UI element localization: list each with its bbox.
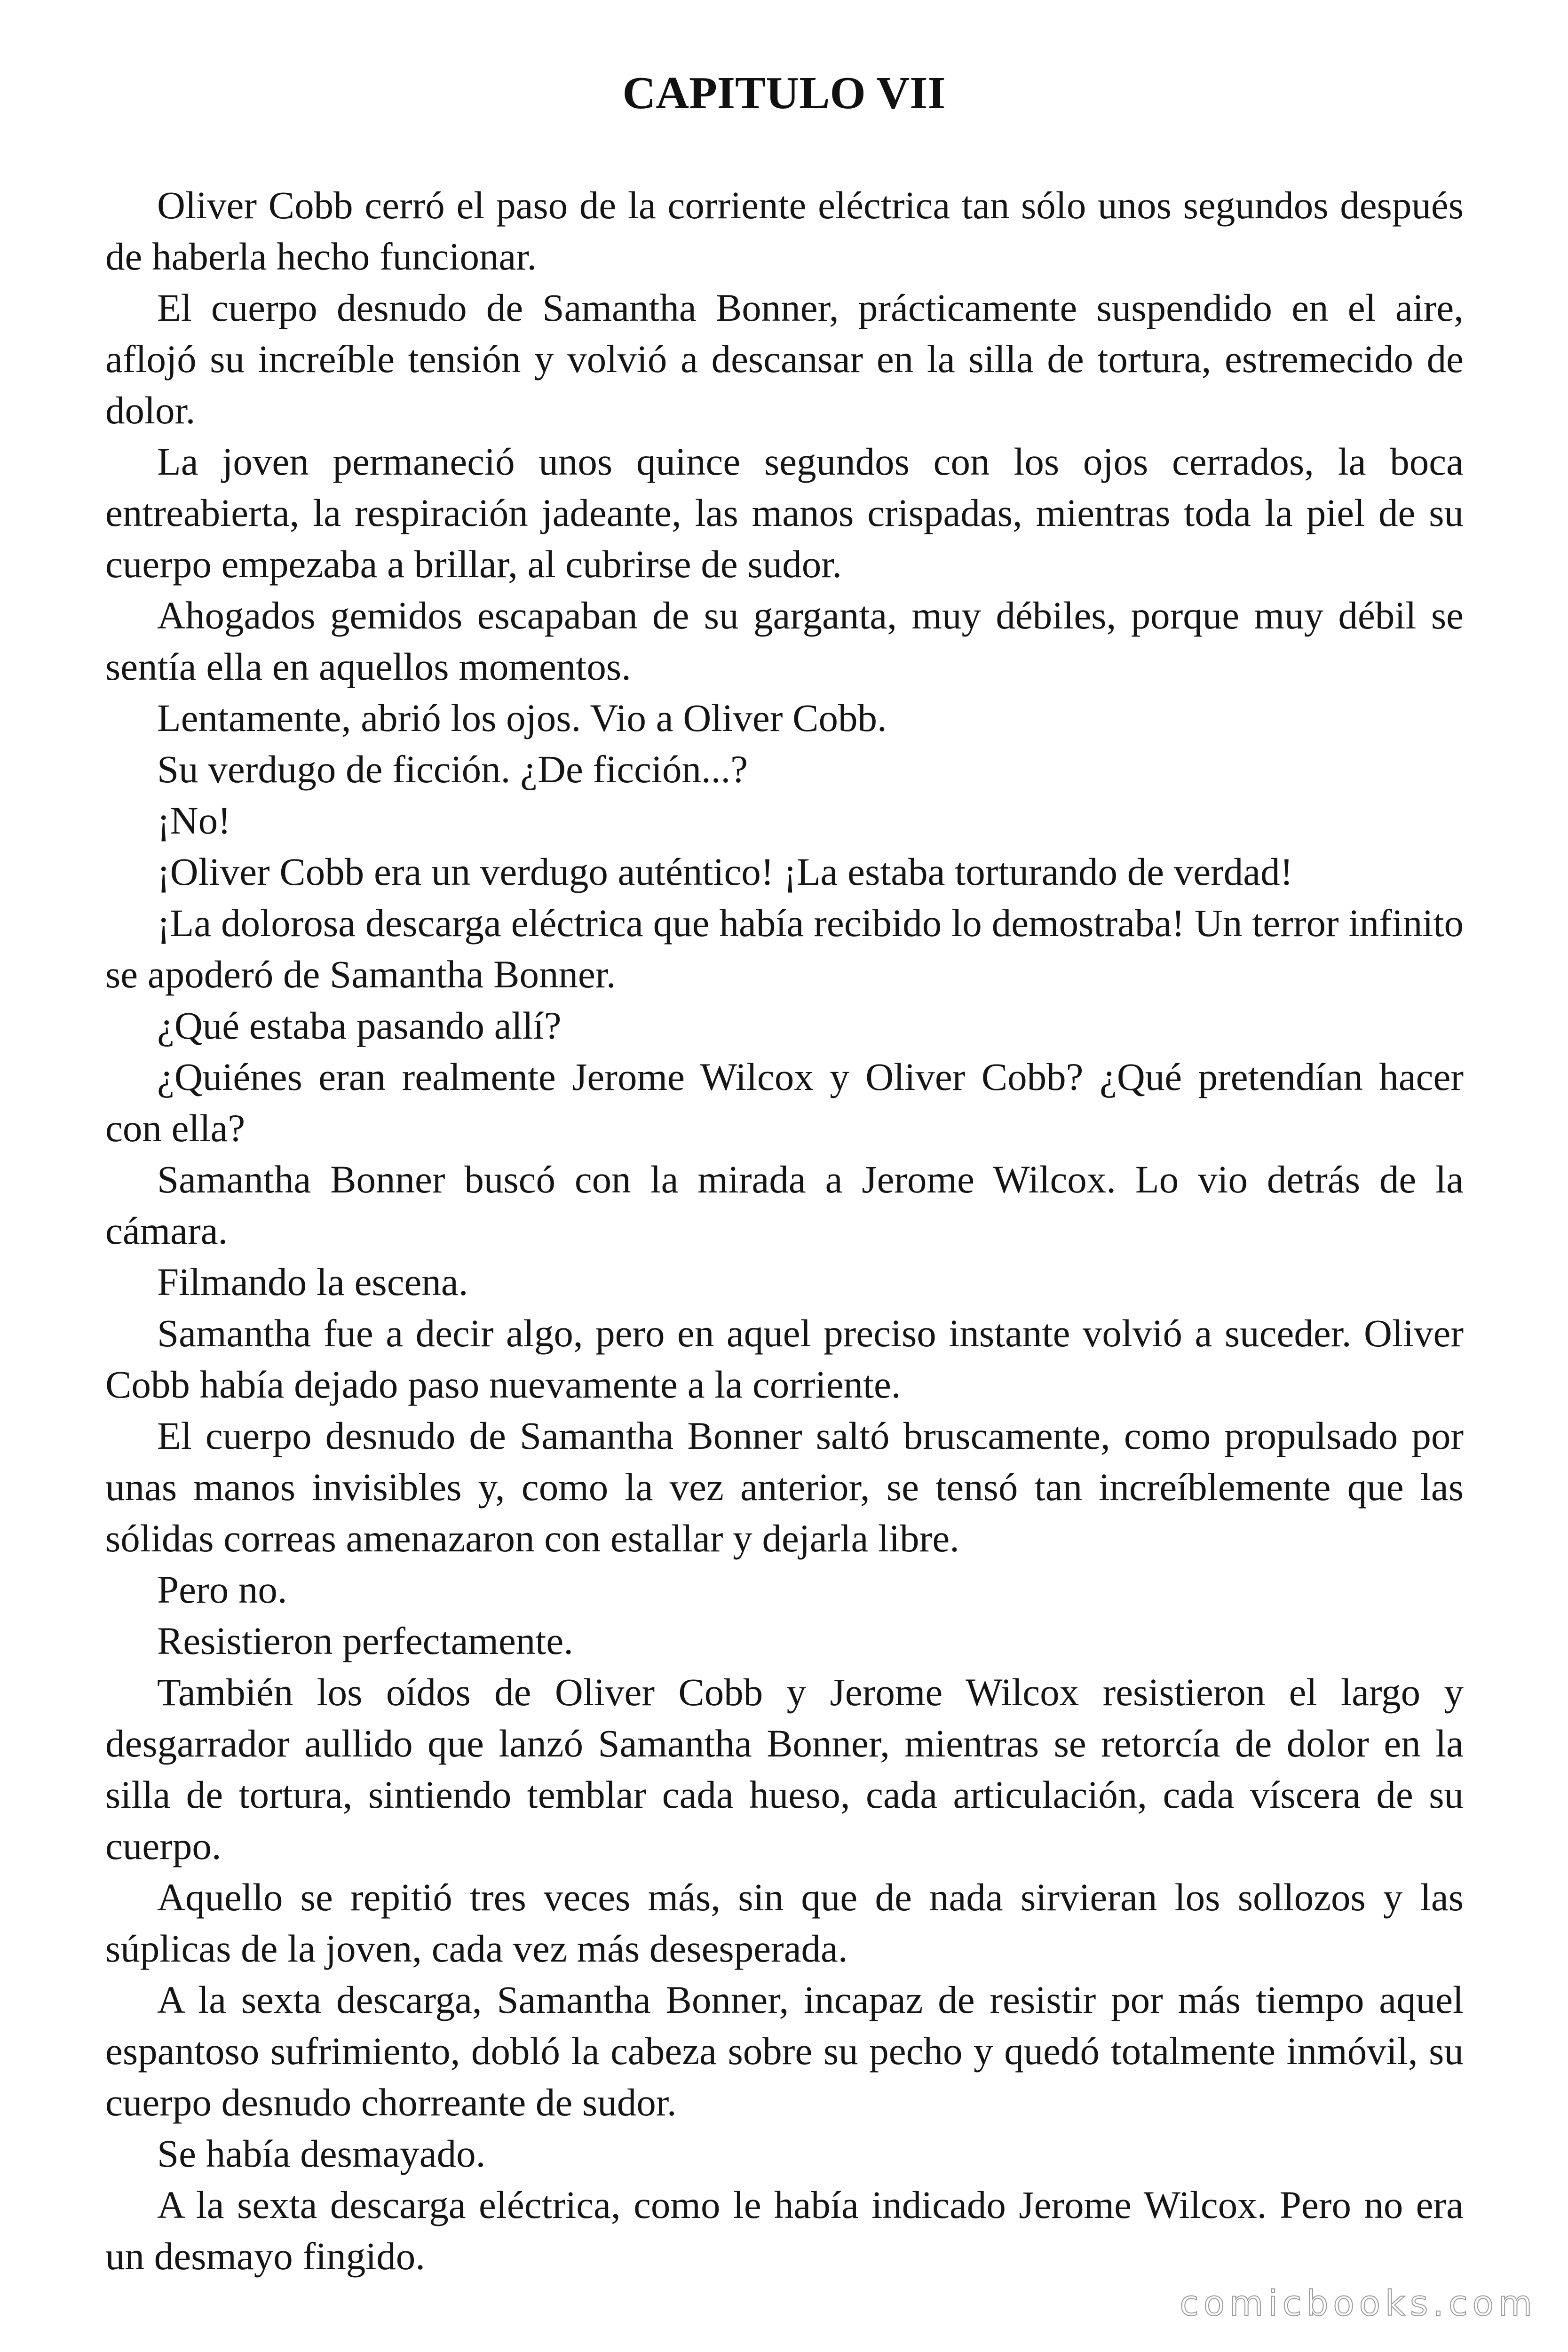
page-body <box>105 180 1464 2282</box>
paragraph: El cuerpo desnudo de Samantha Bonner saltó bruscamente, como propulsado por unas manos invisibles y, como la vez anterior, se tensó tan increíblemente que las sólidas correas amenazaron con estallar y dejarla libre. <box>105 1414 1464 1560</box>
watermark: comicbooks.com <box>1180 2283 1537 2324</box>
paragraph: Aquello se repitió tres veces más, sin que de nada sirvieran los sollozos y las súplicas de la joven, cada vez más desesperada. <box>105 1875 1464 1970</box>
paragraph: Su verdugo de ficción. ¿De ficción...? <box>157 747 748 791</box>
paragraph: Oliver Cobb cerró el paso de la corriente eléctrica tan sólo unos segundos después de haberla hecho funcionar. <box>105 183 1464 278</box>
paragraph: ¿Qué estaba pasando allí? <box>157 1004 562 1047</box>
paragraph: Pero no. <box>157 1568 287 1611</box>
paragraph: Samantha Bonner buscó con la mirada a Jerome Wilcox. Lo vio detrás de la cámara. <box>105 1158 1464 1252</box>
paragraph: A la sexta descarga, Samantha Bonner, incapaz de resistir por más tiempo aquel espantoso sufrimiento, dobló la cabeza sobre su pecho y quedó totalmente inmóvil, su cuerpo desnudo chorreante de sudor. <box>105 1978 1464 2124</box>
paragraph: También los oídos de Oliver Cobb y Jerome Wilcox resistieron el largo y desgarrador aullido que lanzó Samantha Bonner, mientras se retorcía de dolor en la silla de tortura, sintiendo temblar cada hueso, cada articulación, cada víscera de su cuerpo. <box>105 1670 1464 1867</box>
paragraph: ¡No! <box>157 799 231 842</box>
paragraph: ¡La dolorosa descarga eléctrica que había recibido lo demostraba! Un terror infinito se apoderó de Samantha Bonner. <box>105 901 1464 996</box>
paragraph: El cuerpo desnudo de Samantha Bonner, prácticamente suspendido en el aire, aflojó su increíble tensión y volvió a descansar en la silla de tortura, estremecido de dolor. <box>105 286 1464 432</box>
paragraph: A la sexta descarga eléctrica, como le había indicado Jerome Wilcox. Pero no era un desmayo fingido. <box>105 2183 1464 2278</box>
paragraph: Lentamente, abrió los ojos. Vio a Oliver Cobb. <box>157 696 887 739</box>
paragraph: Samantha fue a decir algo, pero en aquel preciso instante volvió a suceder. Oliver Cobb había dejado paso nuevamente a la corriente. <box>105 1311 1464 1406</box>
paragraph: ¿Quiénes eran realmente Jerome Wilcox y Oliver Cobb? ¿Qué pretendían hacer con ella? <box>105 1055 1464 1150</box>
paragraph: Ahogados gemidos escapaban de su garganta, muy débiles, porque muy débil se sentía ella en aquellos momentos. <box>105 594 1464 688</box>
paragraph: ¡Oliver Cobb era un verdugo auténtico! ¡La estaba torturando de verdad! <box>157 850 1293 893</box>
paragraph: Filmando la escena. <box>157 1260 468 1303</box>
paragraph: Se había desmayado. <box>157 2132 486 2175</box>
chapter-title: CAPITULO VII <box>622 68 946 119</box>
paragraph: Resistieron perfectamente. <box>157 1619 573 1662</box>
paragraph: La joven permaneció unos quince segundos con los ojos cerrados, la boca entreabierta, la respiración jadeante, las manos crispadas, mientras toda la piel de su cuerpo empezaba a brillar, al cubrirse de sudor. <box>105 440 1464 586</box>
